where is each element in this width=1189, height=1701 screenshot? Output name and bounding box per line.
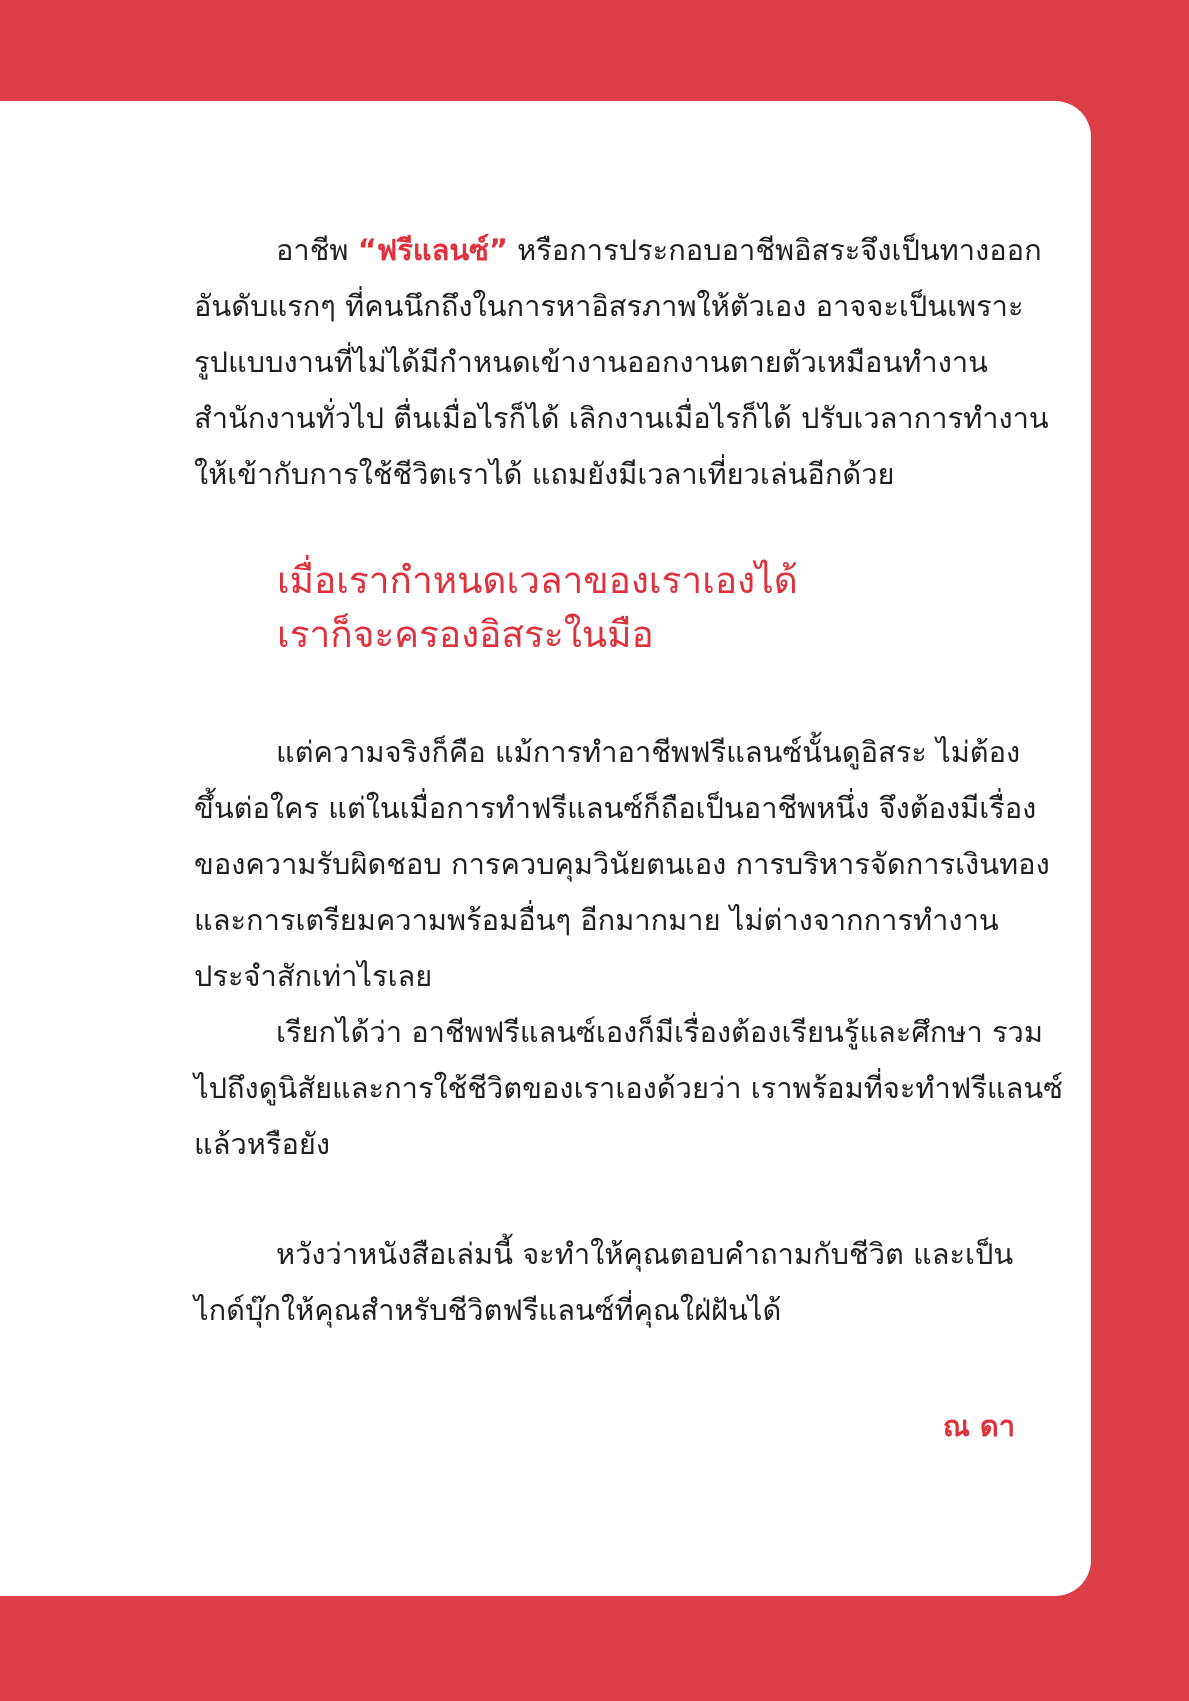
- intro-line-3: รูปแบบงานที่ไม่ได้มีกำหนดเข้างานออกงานตายตัวเหมือนทำงาน: [194, 345, 988, 379]
- intro-line-1-suffix: หรือการประกอบอาชีพอิสระจึงเป็นทางออก: [507, 233, 1042, 267]
- reality-line-1: แต่ความจริงก็คือ แม้การทำอาชีพฟรีแลนซ์นั้นดูอิสระ ไม่ต้อง: [276, 735, 1021, 769]
- closing-paragraph: [194, 1226, 1020, 1338]
- intro-line-4: สำนักงานทั่วไป ตื่นเมื่อไรก็ได้ เลิกงานเมื่อไรก็ได้ ปรับเวลาการทำงาน: [194, 401, 1049, 435]
- intro-line-1-prefix: อาชีพ: [276, 233, 358, 267]
- author-signature: ณ ดา: [942, 1409, 1015, 1443]
- reality-paragraph: [194, 724, 1050, 1004]
- learning-paragraph: [194, 1004, 1063, 1172]
- pull-quote: [277, 554, 798, 662]
- closing-line-1: หวังว่าหนังสือเล่มนี้ จะทำให้คุณตอบคำถามกับชีวิต และเป็น: [276, 1237, 1014, 1271]
- freelance-highlight: “ฟรีแลนซ์”: [357, 233, 508, 267]
- intro-line-2: อันดับแรกๆ ที่คนนึกถึงในการหาอิสรภาพให้ตัวเอง อาจจะเป็นเพราะ: [194, 289, 1024, 323]
- intro-line-1: [194, 222, 1042, 278]
- reality-line-5: ประจำสักเท่าไรเลย: [194, 959, 433, 993]
- learning-line-3: แล้วหรือยัง: [194, 1127, 331, 1161]
- learning-line-2: ไปถึงดูนิสัยและการใช้ชีวิตของเราเองด้วยว่า เราพร้อมที่จะทำฟรีแลนซ์: [194, 1071, 1063, 1105]
- reality-line-3: ของความรับผิดชอบ การควบคุมวินัยตนเอง การบริหารจัดการเงินทอง: [194, 847, 1050, 881]
- reality-line-2: ขึ้นต่อใคร แต่ในเมื่อการทำฟรีแลนซ์ก็ถือเป็นอาชีพหนึ่ง จึงต้องมีเรื่อง: [194, 791, 1037, 825]
- intro-line-5: ให้เข้ากับการใช้ชีวิตเราได้ แถมยังมีเวลาเที่ยวเล่นอีกด้วย: [194, 457, 895, 491]
- learning-line-1: เรียกได้ว่า อาชีพฟรีแลนซ์เองก็มีเรื่องต้องเรียนรู้และศึกษา รวม: [276, 1015, 1043, 1049]
- closing-line-2: ไกด์บุ๊กให้คุณสำหรับชีวิตฟรีแลนซ์ที่คุณใฝ่ฝันได้: [194, 1293, 782, 1327]
- reality-line-4: และการเตรียมความพร้อมอื่นๆ อีกมากมาย ไม่ต่างจากการทำงาน: [194, 903, 999, 937]
- pull-quote-line-2: เราก็จะครองอิสระในมือ: [277, 613, 654, 656]
- pull-quote-line-1: เมื่อเรากำหนดเวลาของเราเองได้: [277, 559, 798, 602]
- intro-paragraph: [194, 222, 1049, 502]
